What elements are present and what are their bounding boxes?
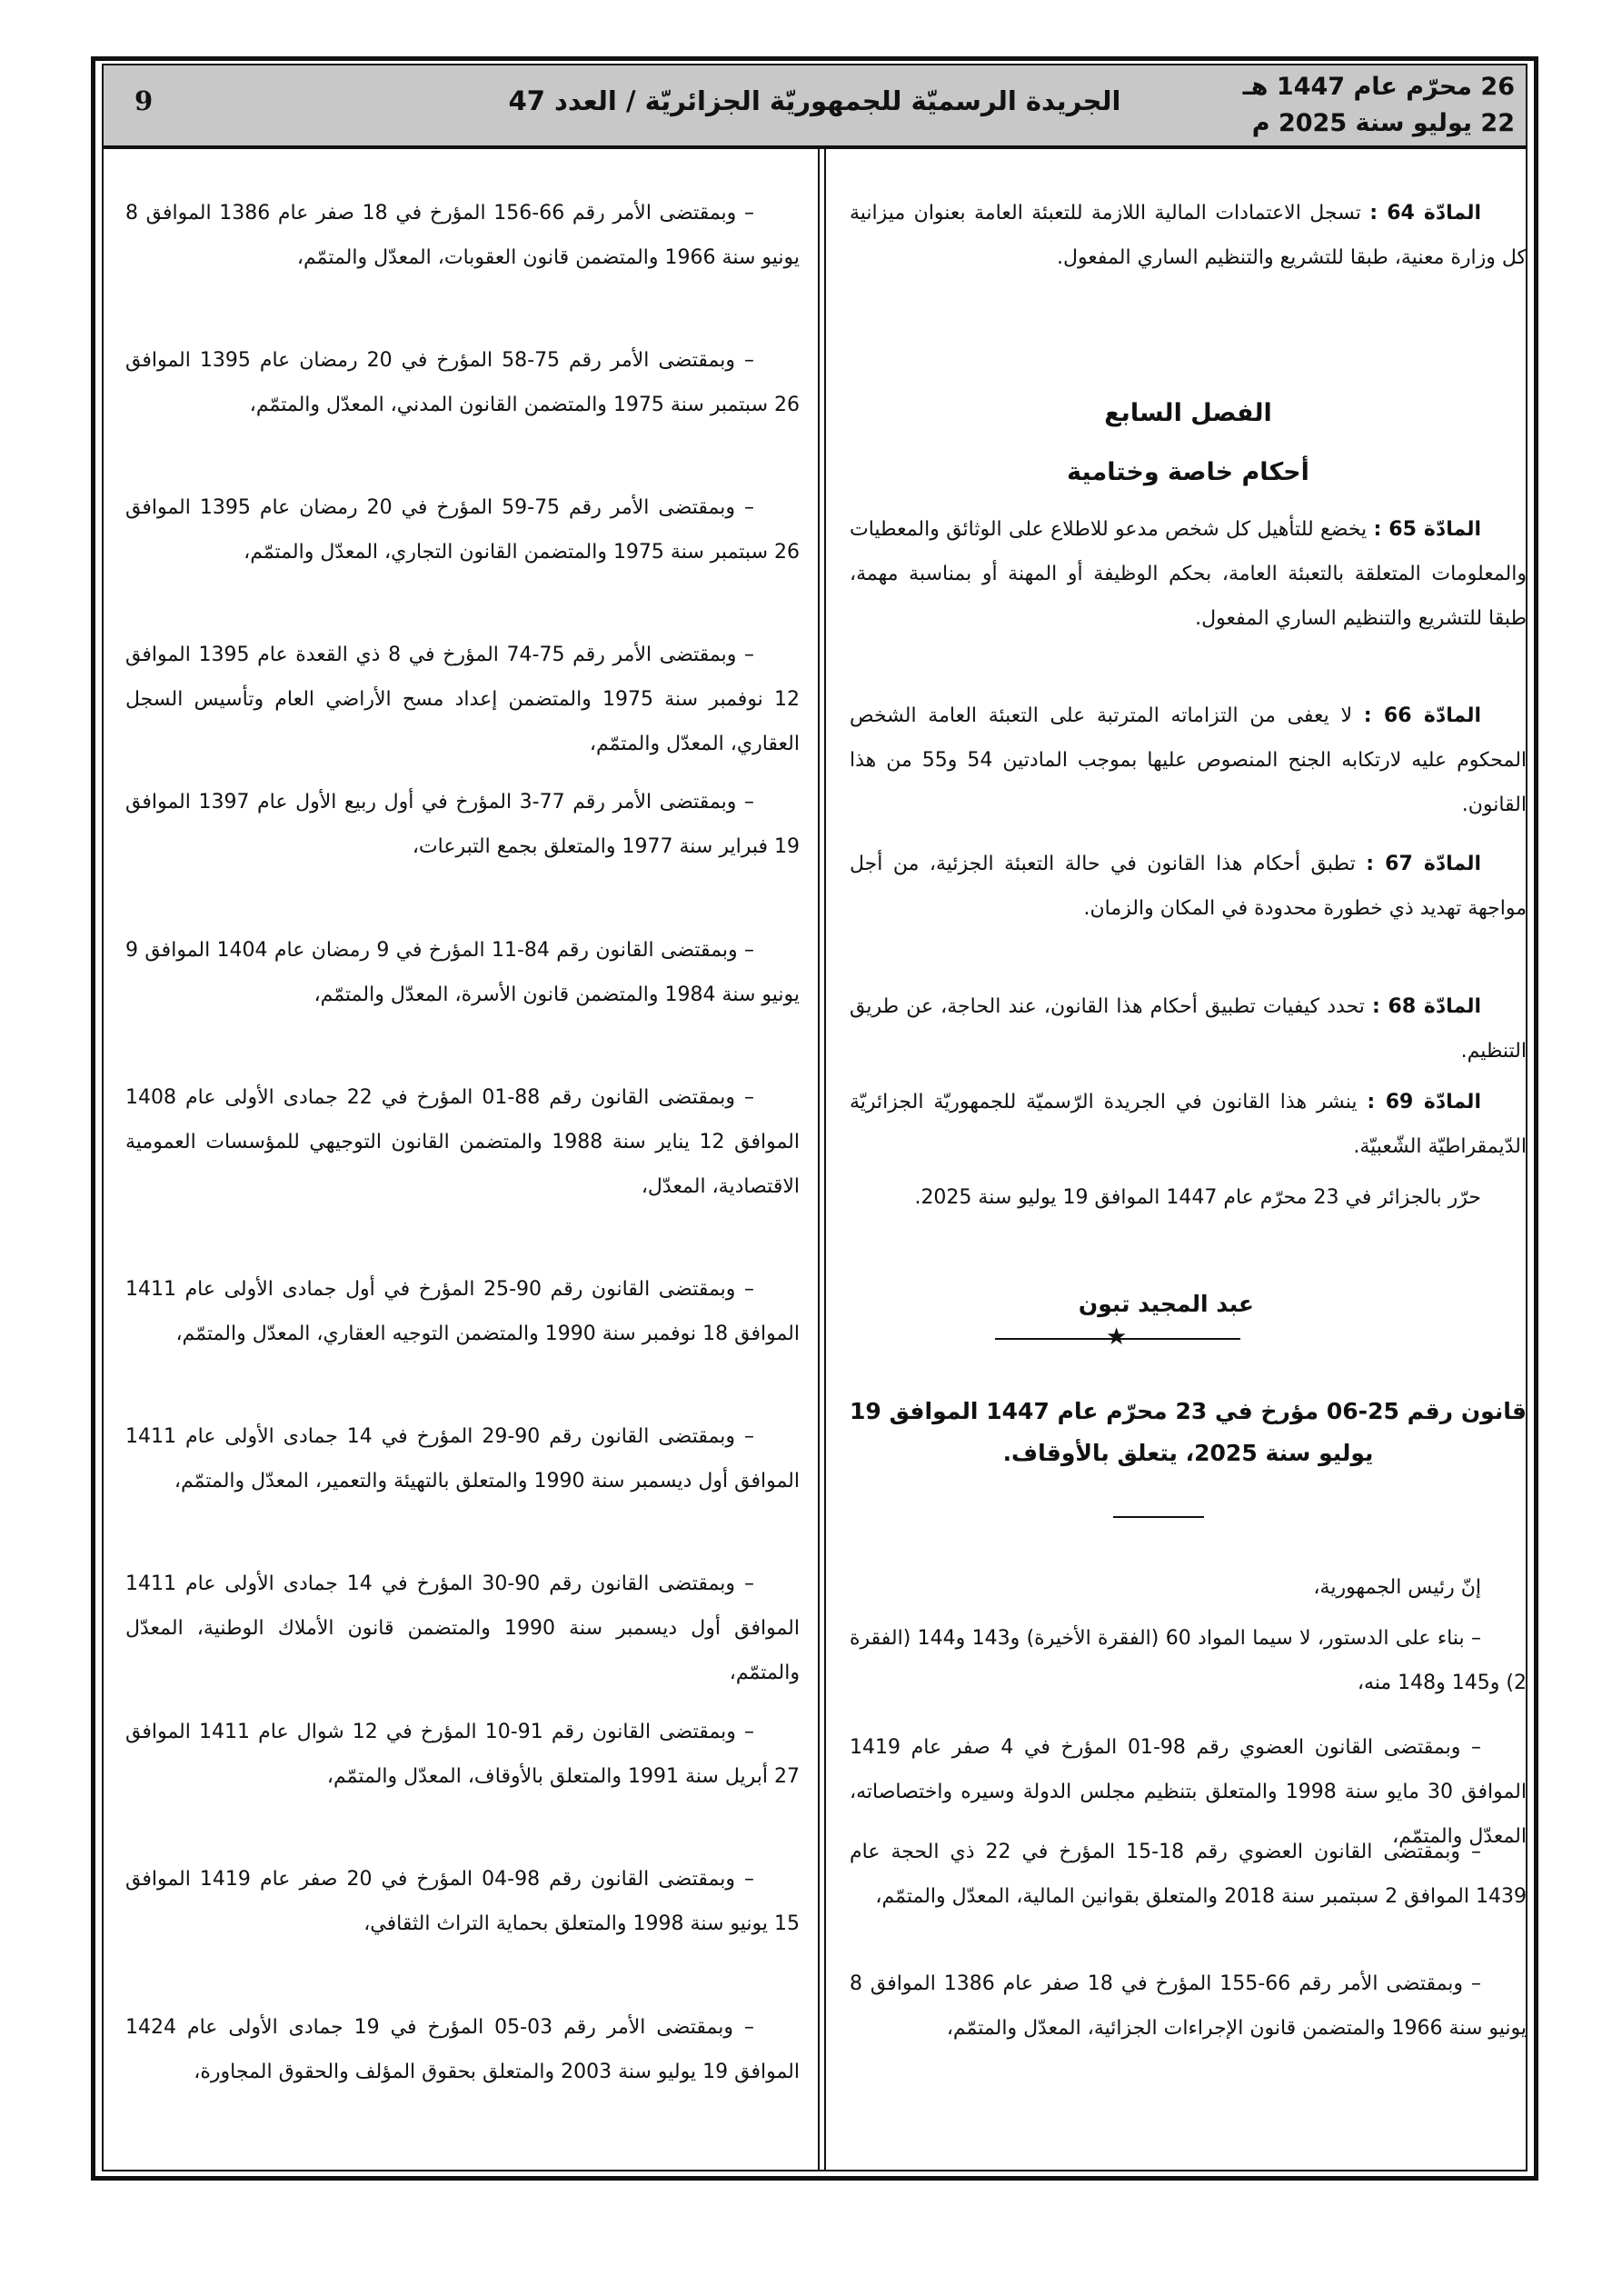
article-label: المادّة 68 : [1371,995,1481,1018]
article-67 [850,842,1527,931]
chapter-heading: الفصل السابع [1104,399,1272,427]
article-text: ينشر هذا القانون في الجريدة الرّسميّة للجمهوريّة الجزائريّة الدّيمقراطيّة الشّعبيّة. [850,1091,1527,1158]
recital: – وبمقتضى الأمر رقم 75-59 المؤرخ في 20 رمضان عام 1395 الموافق 26 سبتمبر سنة 1975 والمتضمن القانون التجاري، المعدّل والمتمّم، [125,496,800,564]
president-intro: إنّ رئيس الجمهورية، [1313,1576,1481,1599]
signature: عبد المجيد تبون [1078,1291,1254,1317]
star-icon: ★ [1106,1323,1128,1351]
recital: – وبمقتضى الأمر رقم 66-155 المؤرخ في 18 صفر عام 1386 الموافق 8 يونيو سنة 1966 والمتضمن قانون الإجراءات الجزائية، المعدّل والمتمّم، [850,1972,1527,2040]
law-title: قانون رقم 25-06 مؤرخ في 23 محرّم عام 1447 الموافق 19 يوليو سنة 2025، يتعلق بالأوقاف. [850,1398,1527,1466]
recital: – وبمقتضى الأمر رقم 75-58 المؤرخ في 20 رمضان عام 1395 الموافق 26 سبتمبر سنة 1975 والمتضمن القانون المدني، المعدّل والمتمّم، [125,349,800,416]
recital: – وبمقتضى القانون رقم 91-10 المؤرخ في 12 شوال عام 1411 الموافق 27 أبريل سنة 1991 والمتعلق بالأوقاف، المعدّل والمتمّم، [125,1721,800,1788]
recital: – وبمقتضى الأمر رقم 03-05 المؤرخ في 19 جمادى الأولى عام 1424 الموافق 19 يوليو سنة 2003 والمتعلق بحقوق المؤلف والحقوق المجاورة، [125,2016,800,2083]
article-text: تحدد كيفيات تطبيق أحكام هذا القانون، عند الحاجة، عن طريق التنظيم. [850,995,1527,1063]
article-66 [850,694,1527,827]
done-at: حرّر بالجزائر في 23 محرّم عام 1447 الموافق 19 يوليو سنة 2025. [914,1186,1481,1209]
recital: – وبمقتضى القانون رقم 98-04 المؤرخ في 20 صفر عام 1419 الموافق 15 يونيو سنة 1998 والمتعلق بحماية التراث الثقافي، [125,1868,800,1935]
chapter-title: أحكام خاصة وختامية [1067,458,1309,486]
article-text: تطبق أحكام هذا القانون في حالة التعبئة الجزئية، من أجل مواجهة تهديد ذي خطورة محدودة في المكان والزمان. [850,853,1527,920]
recital: – وبمقتضى الأمر رقم 77-3 المؤرخ في أول ربيع الأول عام 1397 الموافق 19 فبراير سنة 1977 والمتعلق بجمع التبرعات، [125,791,800,858]
article-text: لا يعفى من التزاماته المترتبة على التعبئة العامة الشخص المحكوم عليه لارتكابه الجنح المنصوص عليها بموجب المادتين 54 و55 من هذا القانون. [850,704,1527,816]
article-64 [850,191,1527,280]
short-separator [1113,1516,1204,1518]
recital: – بناء على الدستور، لا سيما المواد 60 (الفقرة الأخيرة) و143 و144 (الفقرة 2) و145 و148 منه، [850,1627,1527,1694]
journal-title: الجريدة الرسميّة للجمهوريّة الجزائريّة / العدد 47 [508,85,1121,116]
article-68 [850,984,1527,1073]
article-label: المادّة 69 : [1367,1091,1481,1113]
recital: – وبمقتضى القانون رقم 90-29 المؤرخ في 14 جمادى الأولى عام 1411 الموافق أول ديسمبر سنة 1990 والمتعلق بالتهيئة والتعمير، المعدّل والمتمّم، [125,1425,800,1492]
recital: – وبمقتضى الأمر رقم 75-74 المؤرخ في 8 ذي القعدة عام 1395 الموافق 12 نوفمبر سنة 1975 والمتضمن إعداد مسح الأراضي العام وتأسيس السجل العقاري، المعدّل والمتمّم، [125,644,800,755]
date-gregorian: 22 يوليو سنة 2025 م [1251,109,1515,137]
recital: – وبمقتضى القانون رقم 90-30 المؤرخ في 14 جمادى الأولى عام 1411 الموافق أول ديسمبر سنة 1990 والمتضمن قانون الأملاك الوطنية، المعدّل والمتمّم، [125,1572,800,1684]
date-hijri: 26 محرّم عام 1447 هـ [1242,73,1515,101]
recital: – وبمقتضى القانون رقم 90-25 المؤرخ في أول جمادى الأولى عام 1411 الموافق 18 نوفمبر سنة 1990 والمتضمن التوجيه العقاري، المعدّل والمتمّم، [125,1278,800,1345]
article-65 [850,507,1527,641]
recital: – وبمقتضى القانون رقم 84-11 المؤرخ في 9 رمضان عام 1404 الموافق 9 يونيو سنة 1984 والمتضمن قانون الأسرة، المعدّل والمتمّم، [125,939,800,1006]
column-divider [818,149,826,2171]
recital: – وبمقتضى القانون العضوي رقم 98-01 المؤرخ في 4 صفر عام 1419 الموافق 30 مايو سنة 1998 والمتعلق بتنظيم مجلس الدولة وسيره واختصاصاته، المعدّل والمتمّم، [850,1736,1527,1848]
recital: – وبمقتضى القانون رقم 88-01 المؤرخ في 22 جمادى الأولى عام 1408 الموافق 12 يناير سنة 1988 والمتضمن القانون التوجيهي للمؤسسات العمومية الاقتصادية، المعدّل، [125,1086,801,1198]
page-number: 9 [134,85,154,116]
article-label: المادّة 65 : [1373,518,1482,541]
journal-header [104,65,1526,149]
recital: – وبمقتضى الأمر رقم 66-156 المؤرخ في 18 صفر عام 1386 الموافق 8 يونيو سنة 1966 والمتضمن قانون العقوبات، المعدّل والمتمّم، [125,202,800,269]
article-text: تسجل الاعتمادات المالية اللازمة للتعبئة العامة بعنوان ميزانية كل وزارة معنية، طبقا للتشريع والتنظيم الساري المفعول. [850,202,1527,269]
article-label: المادّة 66 : [1363,704,1482,727]
article-label: المادّة 67 : [1366,853,1481,875]
recital: – وبمقتضى القانون العضوي رقم 18-15 المؤرخ في 22 ذي الحجة عام 1439 الموافق 2 سبتمبر سنة 2018 والمتعلق بقوانين المالية، المعدّل والمتمّم، [850,1841,1527,1908]
article-69 [850,1080,1527,1169]
article-text: يخضع للتأهيل كل شخص مدعو للاطلاع على الوثائق والمعطيات والمعلومات المتعلقة بالتعبئة العامة، بحكم الوظيفة أو المهنة أو بمناسبة مهمة، طبقا للتشريع والتنظيم الساري المفعول. [850,518,1527,630]
article-label: المادّة 64 : [1369,202,1481,225]
